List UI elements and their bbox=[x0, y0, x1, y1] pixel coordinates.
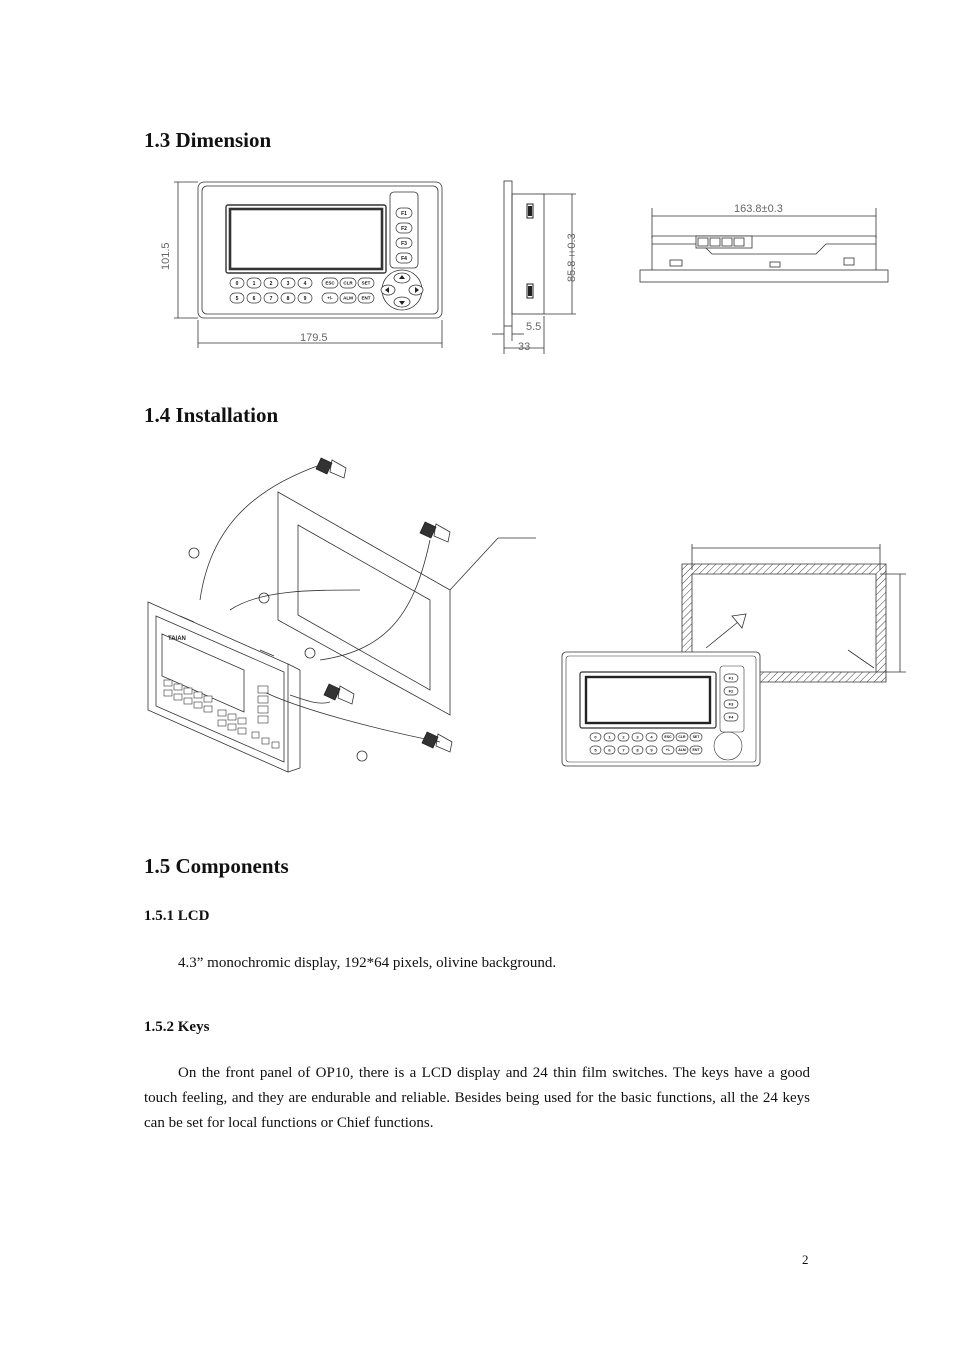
cut-num-2-key-label: 2 bbox=[622, 734, 625, 740]
num-1-key-label: 1 bbox=[252, 280, 256, 287]
cut-func-1-key-label: CLR bbox=[678, 735, 686, 740]
num-8-key-label: 8 bbox=[286, 295, 290, 302]
cut-num-6-key-label: 6 bbox=[608, 747, 611, 753]
side-depth-label-2: 33 bbox=[518, 341, 531, 353]
installation-drawing bbox=[140, 450, 540, 780]
cut-f1-key-label: F1 bbox=[728, 675, 734, 681]
num-2-key-label: 2 bbox=[269, 280, 273, 287]
cut-f3-key-label: F3 bbox=[728, 701, 734, 707]
front-height-label: 101.5 bbox=[160, 242, 172, 270]
num-4-key-label: 4 bbox=[303, 280, 307, 287]
device-brand-label: TAIAN bbox=[168, 636, 186, 642]
top-view-drawing bbox=[636, 208, 892, 288]
f2-key-label: F2 bbox=[401, 225, 407, 232]
func-0-key-label: ESC bbox=[325, 280, 335, 286]
cut-func2-0-key-label: +/- bbox=[665, 748, 671, 753]
func2-0-key-label: +/- bbox=[327, 295, 333, 301]
num-3-key-label: 3 bbox=[286, 280, 290, 287]
func2-2-key-label: ENT bbox=[361, 295, 371, 301]
cut-func-0-key-label: ESC bbox=[664, 735, 672, 740]
cut-func2-2-key-label: ENT bbox=[692, 748, 700, 753]
lcd-description: 4.3” monochromic display, 192*64 pixels, olivine background. bbox=[178, 955, 557, 971]
num-6-key-label: 6 bbox=[252, 295, 256, 302]
cut-f4-key-label: F4 bbox=[728, 714, 734, 720]
cut-num-4-key-label: 4 bbox=[650, 734, 653, 740]
cut-func-2-key-label: SET bbox=[692, 735, 700, 740]
num-0-key-label: 0 bbox=[235, 280, 239, 287]
side-height-label: 85.8±0.3 bbox=[566, 233, 578, 282]
front-width-label: 179.5 bbox=[300, 332, 328, 344]
func-2-key-label: SET bbox=[361, 280, 371, 286]
cut-num-9-key-label: 9 bbox=[650, 747, 653, 753]
heading-keys: 1.5.2 Keys bbox=[144, 1019, 210, 1035]
func-1-key-label: CLR bbox=[343, 280, 353, 286]
cut-num-5-key-label: 5 bbox=[594, 747, 597, 753]
page-number: 2 bbox=[802, 1252, 809, 1267]
num-7-key-label: 7 bbox=[269, 295, 273, 302]
cut-num-8-key-label: 8 bbox=[636, 747, 639, 753]
cut-num-1-key-label: 1 bbox=[608, 734, 611, 740]
num-9-key-label: 9 bbox=[303, 295, 307, 302]
heading-components: 1.5 Components bbox=[144, 854, 289, 878]
f4-key-label: F4 bbox=[401, 255, 407, 262]
f3-key-label: F3 bbox=[401, 240, 407, 247]
panel-cutout-drawing bbox=[556, 540, 906, 772]
keys-description: On the front panel of OP10, there is a LCD display and 24 thin film switches. The keys have a good touch feeling, and they are endurable and reliable. Besides being used for the basic functions, all the 24 keys can be set for local functions or Chief functions. bbox=[144, 1065, 810, 1131]
func2-1-key-label: ALM bbox=[343, 295, 353, 301]
cut-f2-key-label: F2 bbox=[728, 688, 734, 694]
side-depth-label-1: 5.5 bbox=[526, 321, 542, 333]
top-width-label: 163.8±0.3 bbox=[734, 203, 783, 215]
num-5-key-label: 5 bbox=[235, 295, 239, 302]
heading-installation: 1.4 Installation bbox=[144, 403, 279, 427]
heading-dimension: 1.3 Dimension bbox=[144, 128, 272, 152]
cut-num-3-key-label: 3 bbox=[636, 734, 639, 740]
heading-lcd: 1.5.1 LCD bbox=[144, 908, 210, 924]
f1-key-label: F1 bbox=[401, 210, 407, 217]
cut-func2-1-key-label: ALM bbox=[678, 748, 686, 753]
cut-num-0-key-label: 0 bbox=[594, 734, 597, 740]
cut-num-7-key-label: 7 bbox=[622, 747, 625, 753]
